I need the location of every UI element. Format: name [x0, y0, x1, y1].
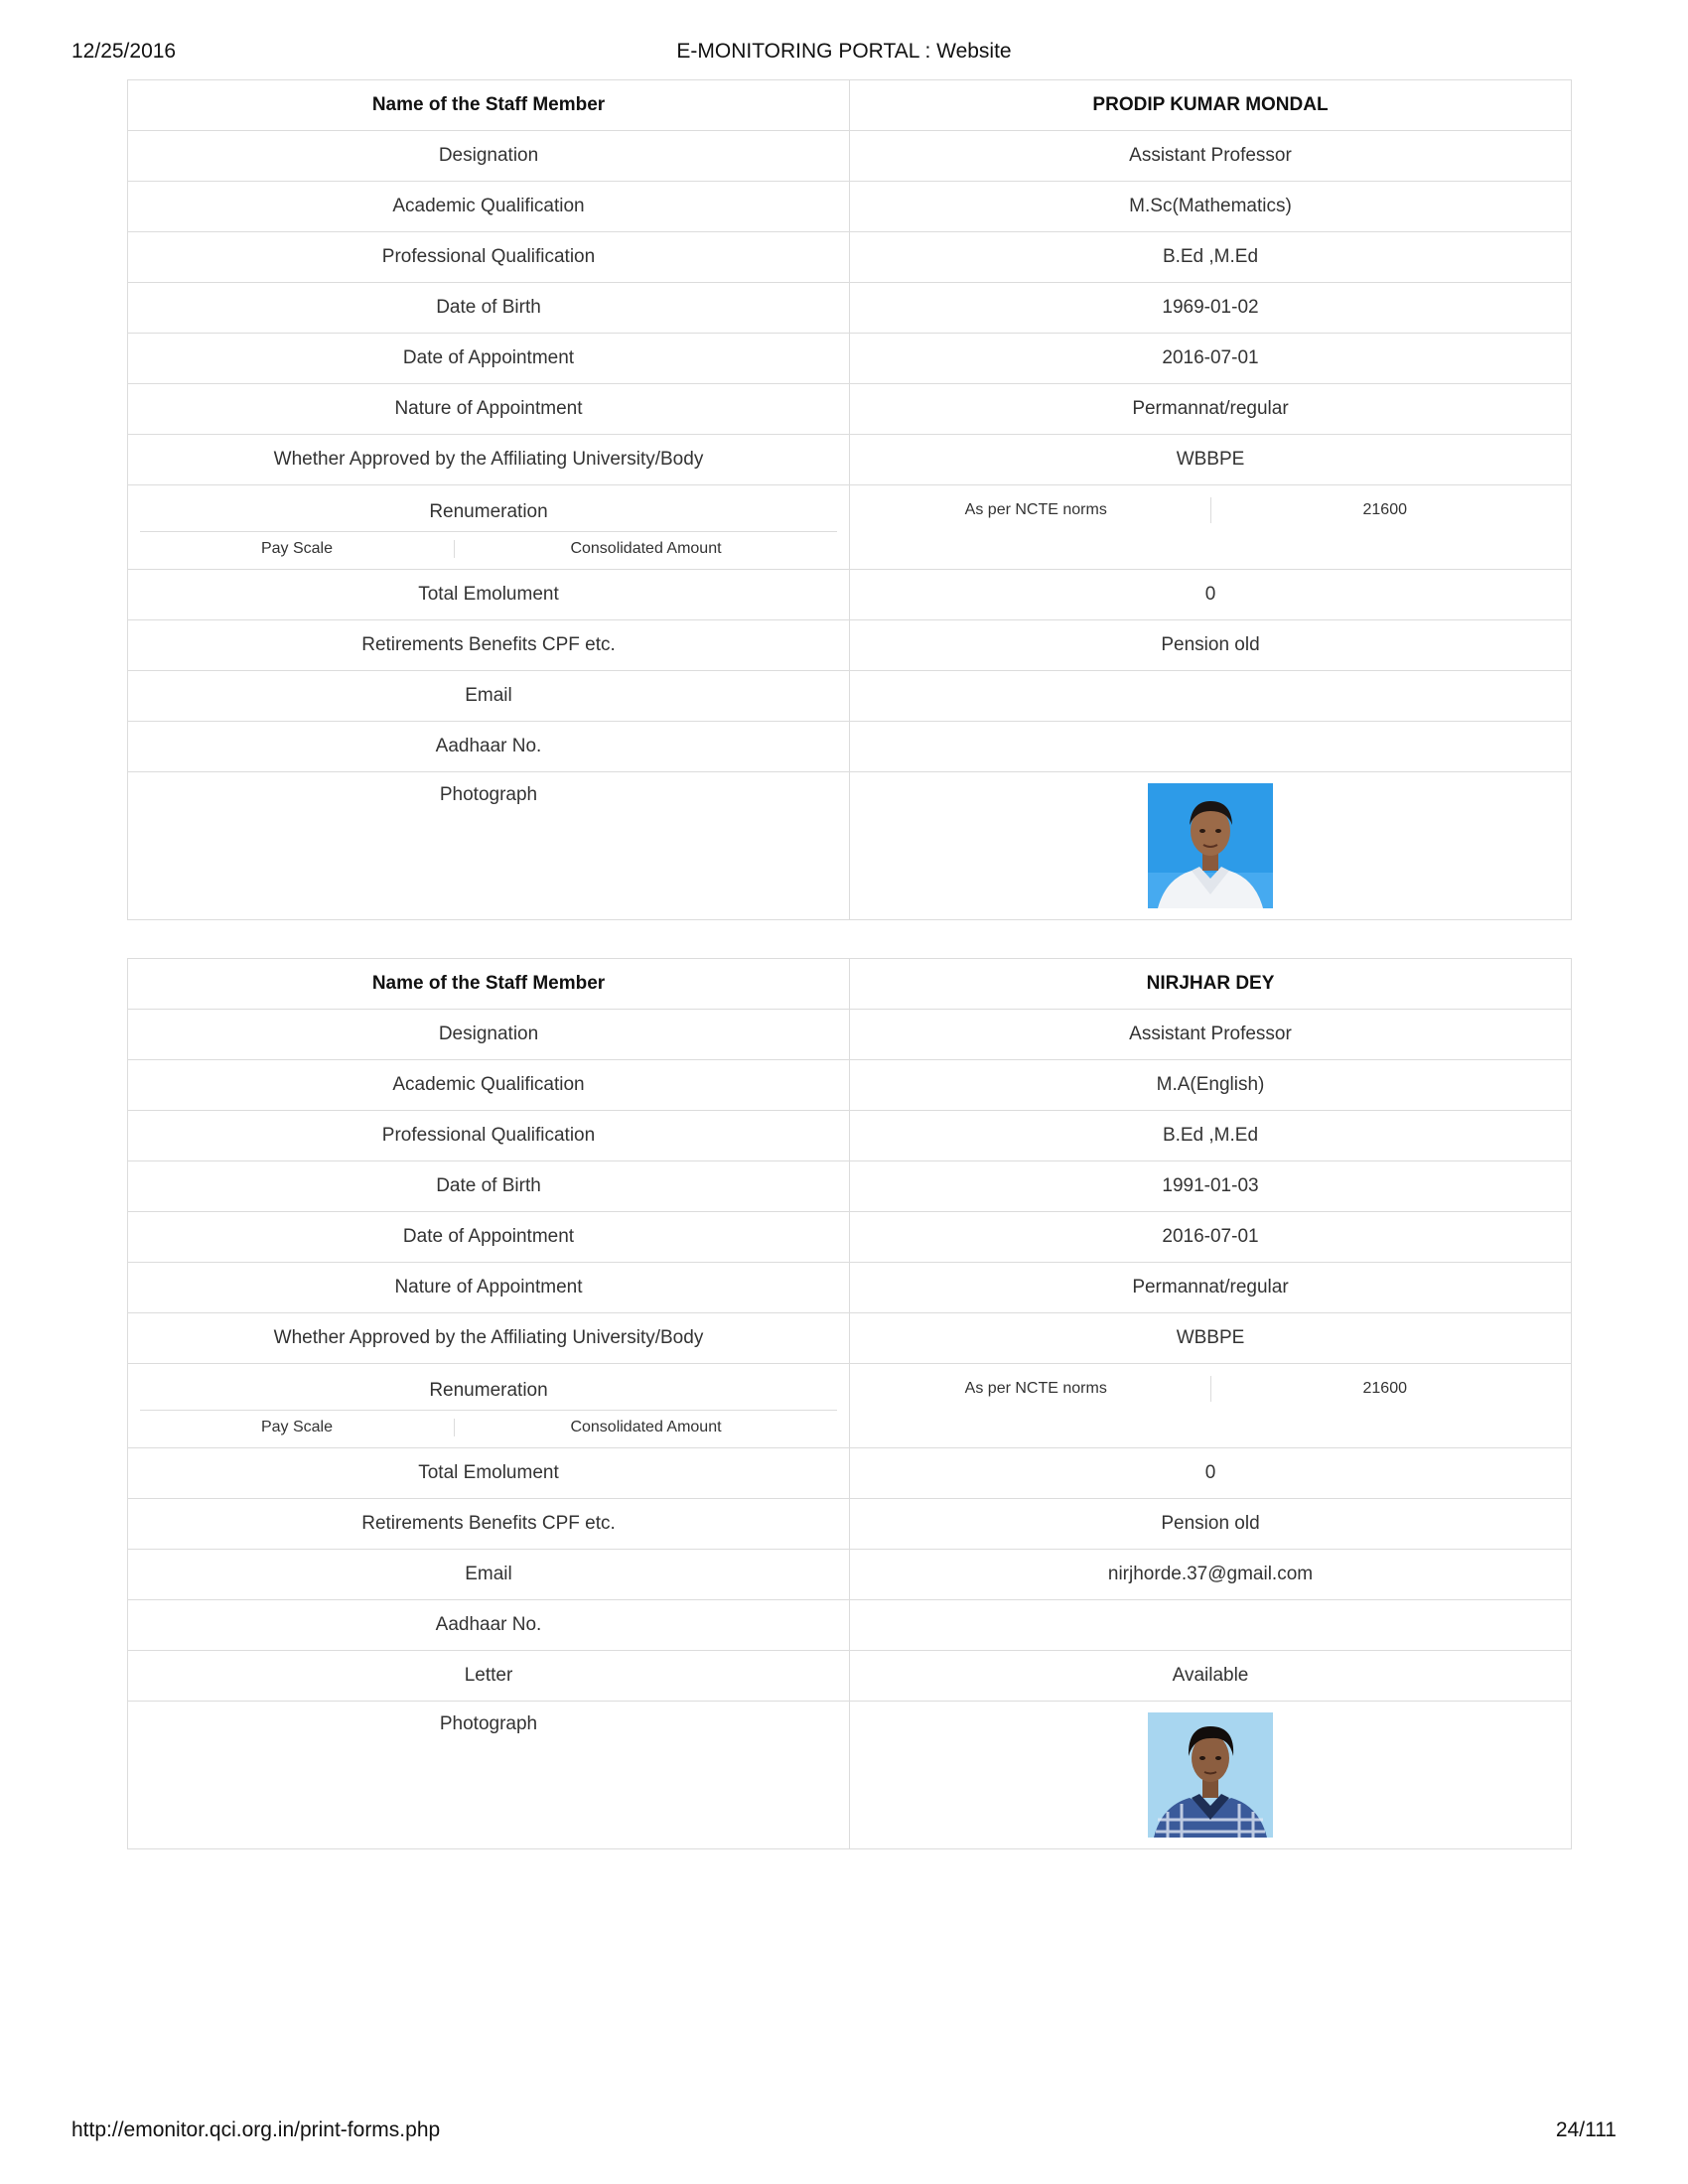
value-retirement: Pension old	[850, 1499, 1572, 1550]
label-retirement: Retirements Benefits CPF etc.	[128, 620, 850, 671]
table-row	[128, 1010, 1572, 1060]
value-nature: Permannat/regular	[850, 384, 1572, 435]
staff-name: PRODIP KUMAR MONDAL	[850, 80, 1572, 131]
label-aadhaar: Aadhaar No.	[128, 722, 850, 772]
value-email: nirjhorde.37@gmail.com	[850, 1550, 1572, 1600]
value-pay-scale: As per NCTE norms	[862, 1376, 1211, 1402]
page-number: 24/111	[1555, 2118, 1617, 2141]
value-aadhaar	[850, 722, 1572, 772]
table-row	[128, 1263, 1572, 1313]
table-row	[128, 570, 1572, 620]
value-consolidated: 21600	[1362, 501, 1407, 518]
value-pay-scale: As per NCTE norms	[862, 497, 1211, 523]
table-row	[128, 1600, 1572, 1651]
table-row	[128, 1313, 1572, 1364]
label-academic: Academic Qualification	[128, 182, 850, 232]
value-aadhaar	[850, 1600, 1572, 1651]
label-renumeration: Renumeration	[429, 500, 548, 522]
value-approved: WBBPE	[850, 435, 1572, 485]
label-dob: Date of Birth	[128, 1161, 850, 1212]
table-row	[128, 334, 1572, 384]
label-nature: Nature of Appointment	[128, 1263, 850, 1313]
label-doa: Date of Appointment	[128, 1212, 850, 1263]
value-academic: M.A(English)	[850, 1060, 1572, 1111]
table-row	[128, 1364, 1572, 1448]
label-photograph: Photograph	[439, 1713, 538, 1734]
staff-photo	[1148, 1712, 1273, 1838]
table-row	[128, 485, 1572, 570]
table-row	[128, 1161, 1572, 1212]
value-designation: Assistant Professor	[850, 1010, 1572, 1060]
label-designation: Designation	[128, 131, 850, 182]
label-academic: Academic Qualification	[128, 1060, 850, 1111]
value-designation: Assistant Professor	[850, 131, 1572, 182]
table-row	[128, 1702, 1572, 1849]
table-row	[128, 435, 1572, 485]
label-nature: Nature of Appointment	[128, 384, 850, 435]
renumeration-cell	[128, 1364, 850, 1448]
page-title: E-MONITORING PORTAL : Website	[676, 40, 1012, 63]
renumeration-values	[850, 1364, 1572, 1448]
page-url: http://emonitor.qci.org.in/print-forms.php	[71, 2118, 441, 2141]
label-total: Total Emolument	[128, 1448, 850, 1499]
table-row	[128, 80, 1572, 131]
table-row	[128, 1448, 1572, 1499]
table-row	[128, 1060, 1572, 1111]
label-pay-scale: Pay Scale	[140, 1419, 455, 1436]
table-row	[128, 722, 1572, 772]
table-row	[128, 131, 1572, 182]
value-approved: WBBPE	[850, 1313, 1572, 1364]
table-row	[128, 959, 1572, 1010]
table-row	[128, 384, 1572, 435]
value-total: 0	[850, 1448, 1572, 1499]
table-row	[128, 620, 1572, 671]
staff-name: NIRJHAR DEY	[850, 959, 1572, 1010]
value-email	[850, 671, 1572, 722]
label-professional: Professional Qualification	[128, 232, 850, 283]
staff-photo	[1148, 783, 1273, 908]
value-doa: 2016-07-01	[850, 1212, 1572, 1263]
table-row	[128, 1499, 1572, 1550]
print-date: 12/25/2016	[71, 40, 177, 63]
label-consolidated: Consolidated Amount	[570, 1418, 722, 1435]
label-letter: Letter	[128, 1651, 850, 1702]
label-email: Email	[128, 671, 850, 722]
label-name: Name of the Staff Member	[128, 80, 850, 131]
label-total: Total Emolument	[128, 570, 850, 620]
label-consolidated: Consolidated Amount	[570, 539, 722, 557]
table-row	[128, 772, 1572, 920]
table-row	[128, 1111, 1572, 1161]
value-consolidated: 21600	[1362, 1380, 1407, 1397]
label-professional: Professional Qualification	[128, 1111, 850, 1161]
label-photograph: Photograph	[439, 784, 538, 805]
renumeration-values	[850, 485, 1572, 570]
renumeration-cell	[128, 485, 850, 570]
table-row	[128, 671, 1572, 722]
value-nature: Permannat/regular	[850, 1263, 1572, 1313]
table-row	[128, 283, 1572, 334]
table-row	[128, 182, 1572, 232]
value-retirement: Pension old	[850, 620, 1572, 671]
label-renumeration: Renumeration	[429, 1379, 548, 1401]
value-dob: 1991-01-03	[850, 1161, 1572, 1212]
value-letter: Available	[850, 1651, 1572, 1702]
value-professional: B.Ed ,M.Ed	[850, 1111, 1572, 1161]
staff-table-1	[127, 79, 1572, 920]
label-doa: Date of Appointment	[128, 334, 850, 384]
value-dob: 1969-01-02	[850, 283, 1572, 334]
photograph-cell	[850, 772, 1572, 920]
table-row	[128, 1212, 1572, 1263]
label-dob: Date of Birth	[128, 283, 850, 334]
table-row	[128, 1550, 1572, 1600]
label-approved: Whether Approved by the Affiliating University/Body	[128, 1313, 850, 1364]
label-photograph-cell	[128, 772, 850, 920]
page-footer	[71, 2118, 1617, 2148]
page-header	[71, 40, 1617, 69]
label-approved: Whether Approved by the Affiliating University/Body	[128, 435, 850, 485]
value-total: 0	[850, 570, 1572, 620]
label-aadhaar: Aadhaar No.	[128, 1600, 850, 1651]
label-email: Email	[128, 1550, 850, 1600]
value-doa: 2016-07-01	[850, 334, 1572, 384]
label-photograph-cell	[128, 1702, 850, 1849]
photograph-cell	[850, 1702, 1572, 1849]
label-retirement: Retirements Benefits CPF etc.	[128, 1499, 850, 1550]
table-row	[128, 232, 1572, 283]
label-name: Name of the Staff Member	[128, 959, 850, 1010]
label-pay-scale: Pay Scale	[140, 540, 455, 558]
value-professional: B.Ed ,M.Ed	[850, 232, 1572, 283]
staff-table-2	[127, 958, 1572, 1849]
table-row	[128, 1651, 1572, 1702]
label-designation: Designation	[128, 1010, 850, 1060]
value-academic: M.Sc(Mathematics)	[850, 182, 1572, 232]
